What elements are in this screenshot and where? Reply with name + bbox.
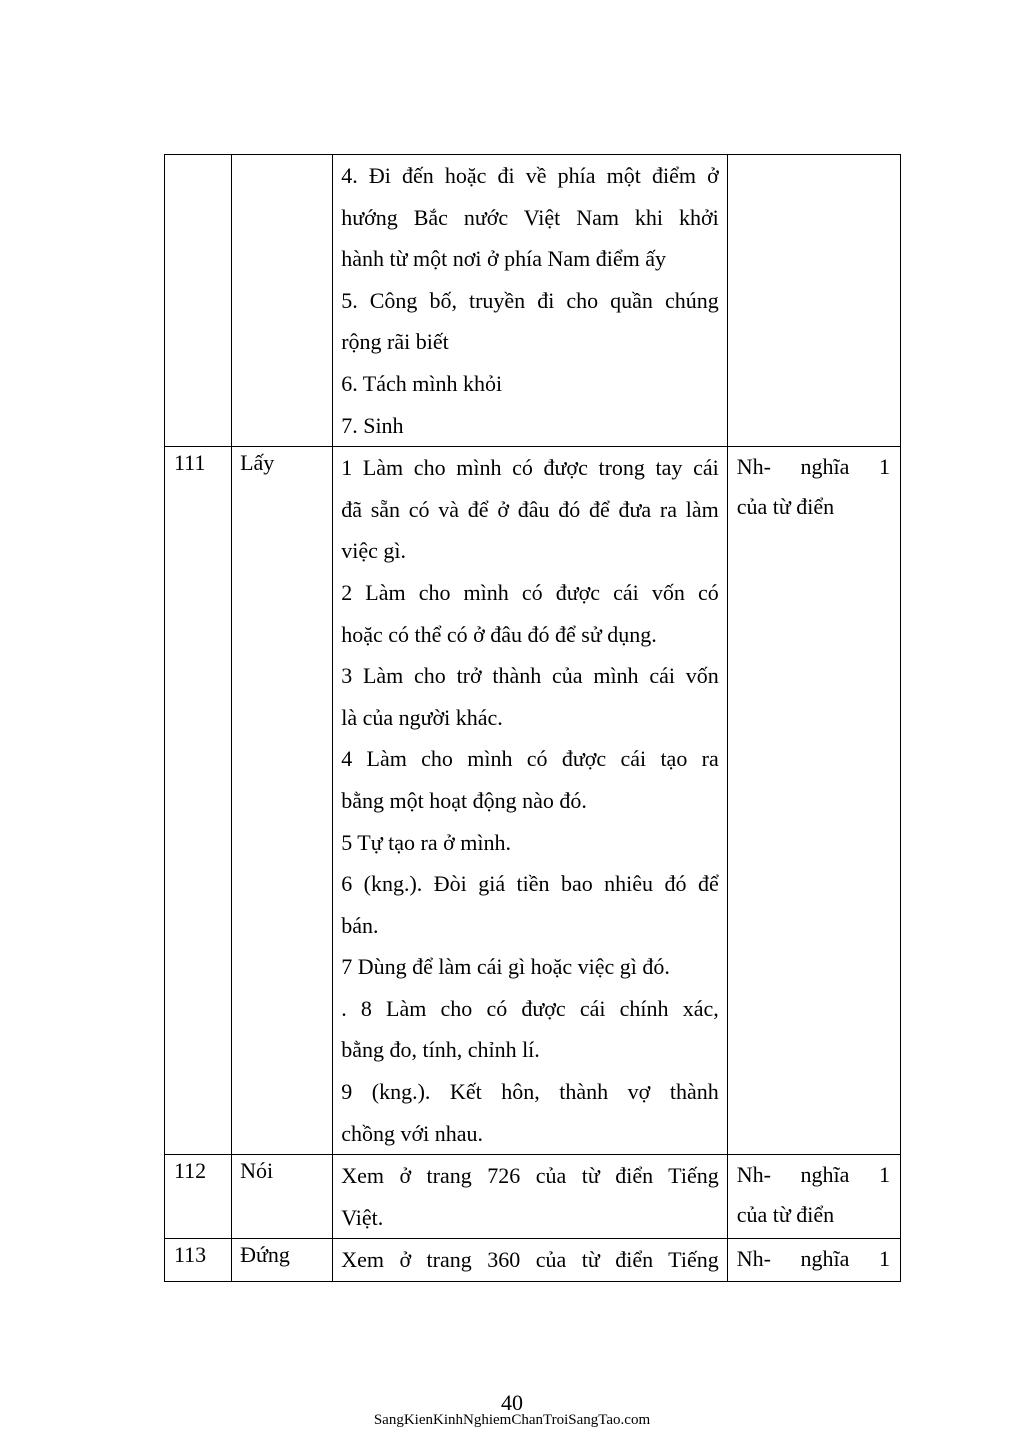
definition-line: 7. Sinh bbox=[341, 412, 404, 438]
definition-line: 6 (kng.). Đòi giá tiền bao nhiêu đó để bbox=[341, 871, 719, 897]
definition-line: . 8 Làm cho có được cái chính xác, bbox=[341, 995, 719, 1021]
entry-number: 112 bbox=[174, 1158, 207, 1184]
definition-line: hành từ một nơi ở phía Nam điểm ấy bbox=[341, 246, 667, 272]
table-row bbox=[165, 447, 901, 1155]
definition-line: 4 Làm cho mình có được cái tạo ra bbox=[341, 746, 719, 772]
definition-line: bằng một hoạt động nào đó. bbox=[341, 787, 587, 813]
entry-number-cell bbox=[165, 447, 232, 1155]
definition-cell bbox=[333, 447, 728, 1155]
entry-number: 111 bbox=[174, 450, 206, 476]
note-cell bbox=[727, 1155, 900, 1239]
definition-line: hoặc có thể có ở đâu đó để sử dụng. bbox=[341, 621, 657, 647]
definition-line: đã sẵn có và để ở đâu đó để đưa ra làm bbox=[341, 496, 719, 522]
definition-line: 5 Tự tạo ra ở mình. bbox=[341, 829, 511, 855]
note-line: của từ điển bbox=[736, 494, 835, 520]
entry-number-cell bbox=[165, 1155, 232, 1239]
definition-line: Việt. bbox=[341, 1204, 384, 1230]
definition-line: 3 Làm cho trở thành của mình cái vốn bbox=[341, 663, 719, 689]
definition-cell bbox=[333, 1155, 728, 1239]
note-line: Nh- nghĩa 1 bbox=[736, 1162, 890, 1188]
definition-line: 9 (kng.). Kết hôn, thành vợ thành bbox=[341, 1079, 719, 1105]
definition-line: 4. Đi đến hoặc đi về phía một điểm ở bbox=[341, 163, 719, 188]
table-row bbox=[165, 155, 901, 447]
entry-word-cell bbox=[232, 447, 333, 1155]
note-line: của từ điển bbox=[736, 1202, 835, 1228]
entry-word: Đứng bbox=[240, 1242, 290, 1268]
note-cell bbox=[727, 1239, 900, 1282]
entry-number-cell bbox=[165, 1239, 232, 1282]
page-number: 40 bbox=[501, 1390, 523, 1415]
note-line: Nh- nghĩa 1 bbox=[736, 1246, 890, 1272]
entry-word: Nói bbox=[240, 1158, 274, 1184]
definition-line: rộng rãi biết bbox=[341, 329, 449, 355]
entry-word: Lấy bbox=[240, 450, 275, 476]
note-cell bbox=[727, 155, 900, 447]
entry-word bbox=[232, 155, 332, 160]
definition-line: Xem ở trang 360 của từ điển Tiếng bbox=[341, 1247, 719, 1273]
definition-line: 7 Dùng để làm cái gì hoặc việc gì đó. bbox=[341, 954, 670, 980]
definition-line: chồng với nhau. bbox=[341, 1120, 483, 1146]
definition-cell bbox=[333, 155, 728, 447]
definition-line: việc gì. bbox=[341, 538, 406, 564]
entry-number-cell bbox=[165, 155, 232, 447]
definition-line: Xem ở trang 726 của từ điển Tiếng bbox=[341, 1163, 719, 1189]
table-row bbox=[165, 1155, 901, 1239]
entry-word-cell bbox=[232, 155, 333, 447]
definition-cell bbox=[333, 1239, 728, 1282]
table-body bbox=[165, 155, 901, 1282]
entry-number: 113 bbox=[174, 1242, 207, 1268]
entry-word-cell bbox=[232, 1155, 333, 1239]
entry-number bbox=[165, 155, 231, 160]
note-cell bbox=[727, 447, 900, 1155]
definition-line: 6. Tách mình khỏi bbox=[341, 370, 503, 396]
definition-line: 1 Làm cho mình có được trong tay cái bbox=[341, 455, 719, 481]
definition-line: 2 Làm cho mình có được cái vốn có bbox=[341, 579, 719, 605]
footer-watermark: SangKienKinhNghiemChanTroiSangTao.com bbox=[373, 1412, 651, 1428]
entry-word-cell bbox=[232, 1239, 333, 1282]
definition-line: hướng Bắc nước Việt Nam khi khởi bbox=[341, 204, 719, 230]
dictionary-table bbox=[164, 154, 901, 1282]
note-line: Nh- nghĩa 1 bbox=[736, 454, 890, 480]
definition-line: là của người khác. bbox=[341, 704, 503, 730]
table-row bbox=[165, 1239, 901, 1282]
definition-line: bằng đo, tính, chỉnh lí. bbox=[341, 1037, 540, 1063]
definition-line: 5. Công bố, truyền đi cho quần chúng bbox=[341, 287, 719, 313]
definition-line: bán. bbox=[341, 912, 379, 938]
